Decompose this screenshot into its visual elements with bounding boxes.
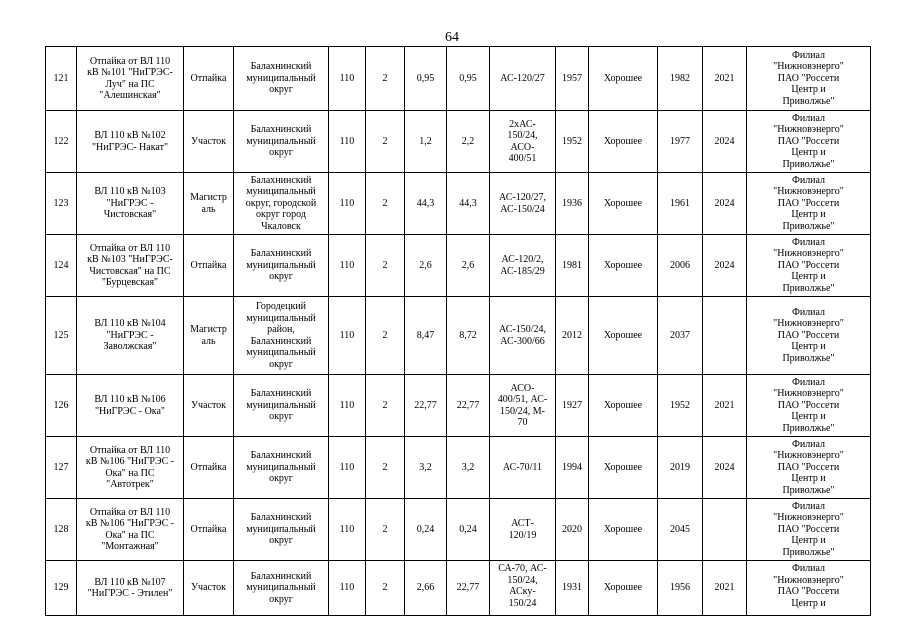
- row-number: 125: [46, 297, 77, 375]
- commission-year: 1952: [556, 111, 589, 173]
- length-2: 3,2: [447, 437, 490, 499]
- line-type: Отпайка: [184, 437, 234, 499]
- row-number: 123: [46, 173, 77, 235]
- district: Балахнинский муниципальный округ, городской округ город Чкаловск: [234, 173, 329, 235]
- table-row: [46, 47, 871, 111]
- year-3: 2021: [703, 561, 747, 616]
- length-1: 44,3: [405, 173, 447, 235]
- voltage: 110: [329, 437, 366, 499]
- district: Городецкий муниципальный район, Балахнинский муниципальный округ: [234, 297, 329, 375]
- wire-grade: АСО- 400/51, АС- 150/24, М- 70: [490, 375, 556, 437]
- year-2: 1977: [658, 111, 703, 173]
- row-number: 122: [46, 111, 77, 173]
- length-2: 44,3: [447, 173, 490, 235]
- line-type: Отпайка: [184, 47, 234, 111]
- line-name: ВЛ 110 кВ №106 "НиГРЭС - Ока": [77, 375, 184, 437]
- row-number: 126: [46, 375, 77, 437]
- length-1: 0,24: [405, 499, 447, 561]
- year-3: [703, 297, 747, 375]
- line-type: Отпайка: [184, 499, 234, 561]
- circuit-count: 2: [366, 561, 405, 616]
- voltage: 110: [329, 235, 366, 297]
- wire-grade: АС-120/27, АС-150/24: [490, 173, 556, 235]
- wire-grade: СА-70, АС- 150/24, АСку- 150/24: [490, 561, 556, 616]
- length-2: 22,77: [447, 375, 490, 437]
- owner: Филиал "Нижновэнерго" ПАО "Россети Центр и: [747, 561, 871, 616]
- row-number: 128: [46, 499, 77, 561]
- district: Балахнинский муниципальный округ: [234, 375, 329, 437]
- table-row: [46, 561, 871, 616]
- year-3: 2021: [703, 375, 747, 437]
- voltage: 110: [329, 561, 366, 616]
- voltage: 110: [329, 47, 366, 111]
- commission-year: 1957: [556, 47, 589, 111]
- line-name: ВЛ 110 кВ №107 "НиГРЭС - Этилен": [77, 561, 184, 616]
- year-2: 1961: [658, 173, 703, 235]
- condition: Хорошее: [589, 437, 658, 499]
- power-lines-table: [45, 46, 871, 616]
- length-2: 22,77: [447, 561, 490, 616]
- line-type: Магистр аль: [184, 297, 234, 375]
- condition: Хорошее: [589, 47, 658, 111]
- table-row: [46, 173, 871, 235]
- circuit-count: 2: [366, 297, 405, 375]
- table-row: [46, 499, 871, 561]
- year-3: 2024: [703, 111, 747, 173]
- circuit-count: 2: [366, 437, 405, 499]
- condition: Хорошее: [589, 235, 658, 297]
- owner: Филиал "Нижновэнерго" ПАО "Россети Центр и Приволжье": [747, 375, 871, 437]
- condition: Хорошее: [589, 561, 658, 616]
- wire-grade: АС-120/27: [490, 47, 556, 111]
- table-row: [46, 111, 871, 173]
- commission-year: 1936: [556, 173, 589, 235]
- voltage: 110: [329, 375, 366, 437]
- line-name: Отпайка от ВЛ 110 кВ №101 "НиГРЭС- Луч" на ПС "Алешинская": [77, 47, 184, 111]
- owner: Филиал "Нижновэнерго" ПАО "Россети Центр и Приволжье": [747, 499, 871, 561]
- length-2: 0,24: [447, 499, 490, 561]
- length-2: 8,72: [447, 297, 490, 375]
- row-number: 127: [46, 437, 77, 499]
- circuit-count: 2: [366, 235, 405, 297]
- line-name: Отпайка от ВЛ 110 кВ №106 "НиГРЭС - Ока" на ПС "Автотрек": [77, 437, 184, 499]
- district: Балахнинский муниципальный округ: [234, 561, 329, 616]
- owner: Филиал "Нижновэнерго" ПАО "Россети Центр и Приволжье": [747, 173, 871, 235]
- commission-year: 1994: [556, 437, 589, 499]
- owner: Филиал "Нижновэнерго" ПАО "Россети Центр и Приволжье": [747, 47, 871, 111]
- circuit-count: 2: [366, 375, 405, 437]
- page-number: 64: [445, 30, 459, 45]
- district: Балахнинский муниципальный округ: [234, 437, 329, 499]
- district: Балахнинский муниципальный округ: [234, 47, 329, 111]
- circuit-count: 2: [366, 111, 405, 173]
- commission-year: 2012: [556, 297, 589, 375]
- wire-grade: АС-150/24, АС-300/66: [490, 297, 556, 375]
- year-3: 2024: [703, 173, 747, 235]
- condition: Хорошее: [589, 173, 658, 235]
- length-1: 1,2: [405, 111, 447, 173]
- year-3: [703, 499, 747, 561]
- commission-year: 1981: [556, 235, 589, 297]
- district: Балахнинский муниципальный округ: [234, 499, 329, 561]
- district: Балахнинский муниципальный округ: [234, 235, 329, 297]
- line-type: Участок: [184, 375, 234, 437]
- year-3: 2021: [703, 47, 747, 111]
- year-2: 2045: [658, 499, 703, 561]
- voltage: 110: [329, 499, 366, 561]
- year-2: 1952: [658, 375, 703, 437]
- row-number: 129: [46, 561, 77, 616]
- commission-year: 1927: [556, 375, 589, 437]
- voltage: 110: [329, 173, 366, 235]
- length-1: 3,2: [405, 437, 447, 499]
- year-2: 1982: [658, 47, 703, 111]
- table-row: [46, 437, 871, 499]
- circuit-count: 2: [366, 47, 405, 111]
- condition: Хорошее: [589, 375, 658, 437]
- length-2: 2,2: [447, 111, 490, 173]
- owner: Филиал "Нижновэнерго" ПАО "Россети Центр и Приволжье": [747, 437, 871, 499]
- table-row: [46, 375, 871, 437]
- wire-grade: АСТ- 120/19: [490, 499, 556, 561]
- line-name: ВЛ 110 кВ №103 "НиГРЭС - Чистовская": [77, 173, 184, 235]
- commission-year: 2020: [556, 499, 589, 561]
- year-2: 2037: [658, 297, 703, 375]
- row-number: 124: [46, 235, 77, 297]
- length-1: 0,95: [405, 47, 447, 111]
- line-name: ВЛ 110 кВ №102 "НиГРЭС- Накат": [77, 111, 184, 173]
- wire-grade: АС-120/2, АС-185/29: [490, 235, 556, 297]
- line-name: ВЛ 110 кВ №104 "НиГРЭС - Заволжская": [77, 297, 184, 375]
- line-type: Участок: [184, 561, 234, 616]
- owner: Филиал "Нижновэнерго" ПАО "Россети Центр и Приволжье": [747, 297, 871, 375]
- length-1: 8,47: [405, 297, 447, 375]
- wire-grade: АС-70/11: [490, 437, 556, 499]
- condition: Хорошее: [589, 111, 658, 173]
- owner: Филиал "Нижновэнерго" ПАО "Россети Центр и Приволжье": [747, 111, 871, 173]
- year-3: 2024: [703, 437, 747, 499]
- voltage: 110: [329, 111, 366, 173]
- condition: Хорошее: [589, 297, 658, 375]
- owner: Филиал "Нижновэнерго" ПАО "Россети Центр и Приволжье": [747, 235, 871, 297]
- row-number: 121: [46, 47, 77, 111]
- length-1: 2,6: [405, 235, 447, 297]
- circuit-count: 2: [366, 499, 405, 561]
- length-2: 2,6: [447, 235, 490, 297]
- table-row: [46, 297, 871, 375]
- line-type: Участок: [184, 111, 234, 173]
- length-1: 22,77: [405, 375, 447, 437]
- line-name: Отпайка от ВЛ 110 кВ №106 "НиГРЭС - Ока" на ПС "Монтажная": [77, 499, 184, 561]
- voltage: 110: [329, 297, 366, 375]
- commission-year: 1931: [556, 561, 589, 616]
- year-2: 1956: [658, 561, 703, 616]
- line-type: Отпайка: [184, 235, 234, 297]
- wire-grade: 2хАС- 150/24, АСО- 400/51: [490, 111, 556, 173]
- line-type: Магистр аль: [184, 173, 234, 235]
- table-row: [46, 235, 871, 297]
- year-2: 2019: [658, 437, 703, 499]
- year-3: 2024: [703, 235, 747, 297]
- circuit-count: 2: [366, 173, 405, 235]
- condition: Хорошее: [589, 499, 658, 561]
- length-2: 0,95: [447, 47, 490, 111]
- district: Балахнинский муниципальный округ: [234, 111, 329, 173]
- line-name: Отпайка от ВЛ 110 кВ №103 "НиГРЭС- Чистовская" на ПС "Бурцевская": [77, 235, 184, 297]
- year-2: 2006: [658, 235, 703, 297]
- length-1: 2,66: [405, 561, 447, 616]
